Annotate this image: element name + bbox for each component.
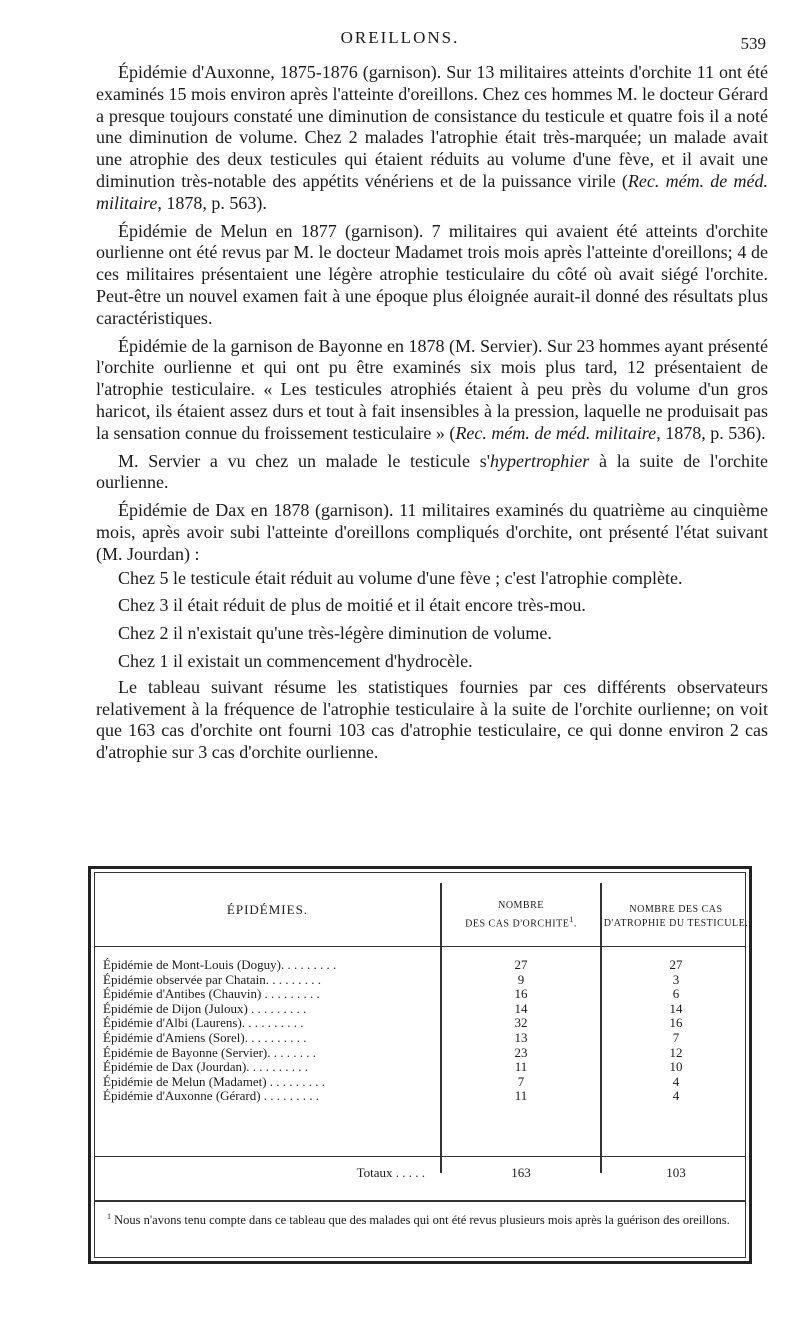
table-footnote — [107, 1209, 741, 1228]
page-number: 539 — [740, 34, 766, 53]
paragraph-auxonne: Épidémie d'Auxonne, 1875-1876 (garnison). Sur 13 militaires atteints d'orchite 11 ont été examinés 15 mois environ après l'atteinte d'oreillons. Chez ces hommes M. le docteur Gérard a presque toujours constaté une diminution de consistance du testicule et quatre fois il a noté une diminution de volume. Chez 2 malades l'atrophie était très-marquée; un malade avait une atrophie des deux testicules qui étaient réduits au volume d'une fève, et il avait une diminution très-notable des appétits vénériens et de la puissance virile (Rec. mém. de méd. militaire, 1878, p. 563). — [96, 62, 768, 213]
header-epidemies: ÉPIDÉMIES. — [226, 902, 309, 917]
row-epidemie: Épidémie de Bayonne (Servier). . . . . . . . — [103, 1045, 316, 1060]
total-atrophie: 103 — [666, 1165, 686, 1180]
row-epidemie: Épidémie observée par Chatain. . . . . . . . . — [103, 972, 322, 987]
header-cas-atrophie: NOMBRE DES CAS D'ATROPHIE DU TESTICULE. — [603, 904, 749, 929]
row-atrophie: 4 — [672, 1088, 680, 1104]
row-atrophie: 12 — [669, 1044, 683, 1060]
row-epidemie: Épidémie d'Amiens (Sorel). . . . . . . . . . — [103, 1030, 307, 1045]
row-epidemie: Épidémie de Dax (Jourdan). . . . . . . . . . — [103, 1060, 309, 1075]
row-epidemie: Épidémie d'Auxonne (Gérard) . . . . . . . . . — [103, 1089, 320, 1104]
row-epidemie: Épidémie de Melun (Madamet) . . . . . . . . . — [103, 1074, 326, 1089]
row-epidemie: Épidémie de Dijon (Juloux) . . . . . . . . . — [103, 1001, 307, 1016]
row-orchite: 16 — [514, 986, 528, 1002]
row-epidemie: Épidémie de Mont-Louis (Doguy). . . . . . . . . — [103, 958, 337, 972]
row-epidemie: Épidémie d'Antibes (Chauvin) . . . . . . . . . — [103, 987, 320, 1002]
footnote-rule — [95, 1200, 745, 1202]
dax-line-3: Chez 2 il n'existait qu'une très-légère diminution de volume. — [118, 623, 552, 644]
table-row — [103, 1046, 748, 1061]
row-orchite: 11 — [514, 1088, 528, 1104]
row-orchite: 14 — [514, 1000, 528, 1016]
footnote-text: Nous n'avons tenu compte dans ce tableau que des malades qui ont été revus plusieurs mois après la guérison des oreillons. — [114, 1213, 730, 1228]
row-orchite: 23 — [514, 1044, 528, 1060]
table-body — [103, 958, 748, 1104]
table-row — [103, 987, 748, 1002]
paragraph-melun: Épidémie de Melun en 1877 (garnison). 7 militaires qui avaient été atteints d'orchite ourlienne ont été revus par M. le docteur Madamet trois mois après l'atteinte d'oreillons; 4 de ces militaires présentaient une légère atrophie testiculaire du côté où avait siégé l'orchite. Peut-être un nouvel examen fait à une époque plus éloignée aurait-il donné des résultats plus caractéristiques. — [96, 220, 768, 328]
row-orchite: 32 — [514, 1015, 528, 1031]
row-atrophie: 7 — [672, 1029, 680, 1045]
table-row — [103, 1002, 748, 1017]
table-row — [103, 973, 748, 988]
dax-line-4: Chez 1 il existait un commencement d'hydrocèle. — [118, 650, 473, 671]
dax-line-2: Chez 3 il était réduit de plus de moitié et il était encore très-mou. — [118, 595, 586, 616]
paragraph-bayonne: Épidémie de la garnison de Bayonne en 1878 (M. Servier). Sur 23 hommes ayant présenté l'orchite ourlienne et qui ont pu être examinés six mois plus tard, 12 présentaient de l'atrophie testiculaire. « Les testicules atrophiés étaient à peu près du volume d'un gros haricot, ils étaient assez durs et tout à fait insensibles à la pression, laquelle ne produisait pas la sensation connue du froissement testiculaire » (Rec. mém. de méd. militaire, 1878, p. 536). — [96, 335, 768, 443]
footnote-mark: 1 — [107, 1212, 111, 1221]
header-cas-orchite: NOMBRE DES CAS D'ORCHITE$^1$. — [465, 900, 577, 930]
table-row — [103, 1075, 748, 1090]
totals-rule — [95, 1156, 745, 1157]
row-orchite: 11 — [514, 1059, 528, 1075]
row-orchite: 7 — [517, 1073, 525, 1089]
statistics-table — [88, 866, 752, 1264]
row-epidemie: Épidémie d'Albi (Laurens). . . . . . . . . . — [103, 1016, 304, 1031]
total-orchite: 163 — [511, 1165, 531, 1180]
header-rule — [95, 946, 745, 947]
table-row — [103, 1089, 748, 1104]
body-text — [96, 62, 768, 770]
table-row — [103, 1016, 748, 1031]
row-atrophie: 14 — [669, 1000, 683, 1016]
row-atrophie: 27 — [669, 957, 683, 972]
totals-label: Totaux . . . . . — [356, 1165, 425, 1180]
table-row — [103, 1060, 748, 1075]
row-atrophie: 3 — [672, 971, 680, 987]
table-inner-frame — [94, 872, 749, 1258]
table-row — [103, 1031, 748, 1046]
row-atrophie: 6 — [672, 986, 680, 1002]
row-atrophie: 16 — [669, 1015, 683, 1031]
row-orchite: 13 — [514, 1029, 528, 1045]
row-atrophie: 4 — [672, 1073, 680, 1089]
running-title: OREILLONS. — [340, 28, 460, 47]
table-row — [103, 958, 748, 973]
paragraph-dax: Épidémie de Dax en 1878 (garnison). 11 militaires examinés du quatrième au cinquième mois, après avoir subi l'atteinte d'oreillons compliqués d'orchite, ont présenté l'état suivant (M. Jourdan) : — [96, 500, 768, 564]
row-orchite: 27 — [514, 957, 528, 972]
row-orchite: 9 — [517, 971, 525, 987]
row-atrophie: 10 — [669, 1059, 683, 1075]
dax-line-1: Chez 5 le testicule était réduit au volume d'une fève ; c'est l'atrophie complète. — [118, 567, 683, 588]
paragraph-servier: M. Servier a vu chez un malade le testicule s'hypertrophier à la suite de l'orchite ourlienne. — [96, 450, 769, 493]
paragraph-summary: Le tableau suivant résume les statistiques fournies par ces différents observateurs relativement à la fréquence de l'atrophie testiculaire à la suite de l'orchite ourlienne; on voit que 163 cas d'orchite ont fourni 103 cas d'atrophie testiculaire, ce qui donne environ 2 cas d'atrophie sur 3 cas d'orchite ourlienne. — [96, 676, 768, 763]
